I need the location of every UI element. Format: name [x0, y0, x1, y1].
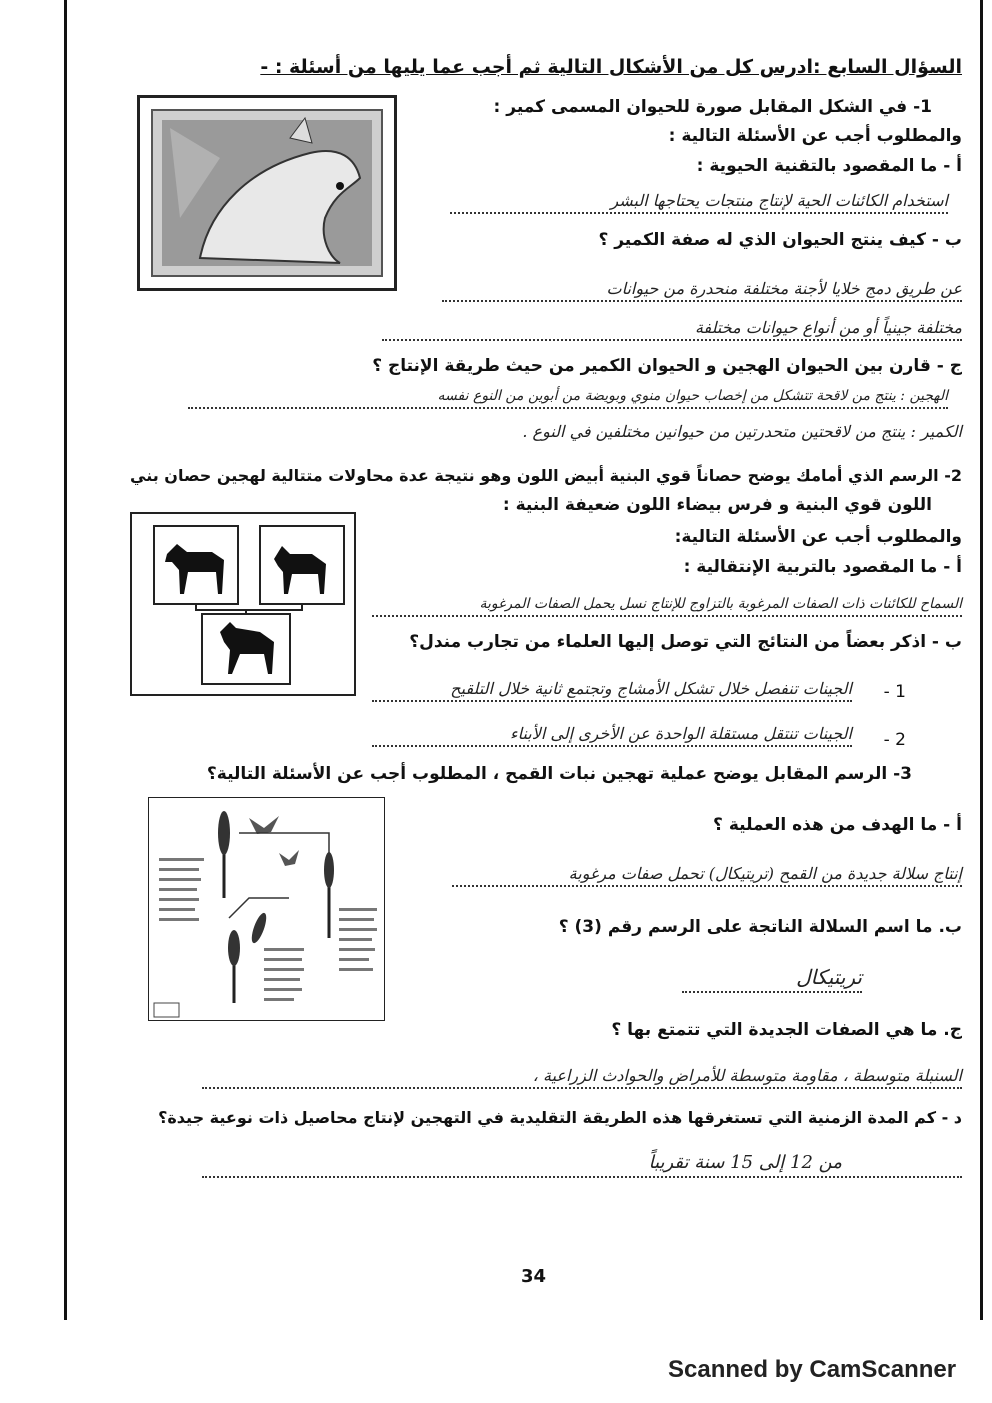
q3-a-question: أ - ما الهدف من هذه العملية ؟ [713, 815, 962, 835]
q2-item-2-answer: الجينات تنتقل مستقلة الواحدة عن الأخرى إلى الأبناء [372, 724, 852, 747]
q3-c-question: ج. ما هي الصفات الجديدة التي تتمتع بها ؟ [611, 1020, 962, 1040]
q1-c-question: ج - قارن بين الحيوان الهجين و الحيوان الكمير من حيث طريقة الإنتاج ؟ [372, 356, 962, 376]
q2-a-question: أ - ما المقصود بالتربية الإنتقالية : [683, 557, 962, 577]
chimera-photo-frame [137, 95, 397, 291]
q2-instruction: والمطلوب أجب عن الأسئلة التالية: [674, 527, 962, 547]
q1-intro: 1- في الشكل المقابل صورة للحيوان المسمى كمير : [493, 97, 932, 117]
q2-a-answer: السماح للكائنات ذات الصفات المرغوبة بالتزاوج للإنتاج نسل يحمل الصفات المرغوبة [372, 596, 962, 617]
right-margin-rule [980, 0, 983, 1320]
q2-item-2-number: 2 - [883, 730, 906, 750]
wheat-hybridization-svg [149, 798, 384, 1020]
horse-cross-svg [132, 514, 354, 694]
q1-c-answer-2: الكمير : ينتج من لاقحتين متحدرتين من حيوانين مختلفين في النوع . [522, 422, 962, 441]
q1-a-question: أ - ما المقصود بالتقنية الحيوية : [696, 156, 962, 176]
q2-intro-2: اللون قوي البنية و فرس بيضاء اللون ضعيفة البنية : [502, 495, 932, 515]
left-margin-rule [64, 0, 67, 1320]
q2-item-1-number: 1 - [883, 682, 906, 702]
q2-b-question: ب - اذكر بعضاً من النتائج التي توصل إليها العلماء من تجارب مندل؟ [409, 632, 962, 652]
q2-intro: 2- الرسم الذي أمامك يوضح حصاناً قوي البنية أبيض اللون وهو نتيجة عدة محاولات متتالية لهجين حصان بني [130, 466, 962, 485]
q2-item-1-answer: الجينات تنفصل خلال تشكل الأمشاج وتجتمع ثانية خلال التلقيح [372, 679, 852, 702]
page-title: السؤال السابع :ادرس كل من الأشكال التالية ثم أجب عما يليها من أسئلة : - [260, 56, 962, 78]
q1-instruction: والمطلوب أجب عن الأسئلة التالية : [668, 126, 962, 146]
q1-b-answer-2: مختلفة جينياً أو من أنواع حيوانات مختلفة [382, 318, 962, 341]
q3-a-answer: إنتاج سلالة جديدة من القمح (تريتيكال) تحمل صفات مرغوبة [452, 864, 962, 887]
q1-c-answer-1: الهجين : ينتج من لاقحة تتشكل من إخصاب حيوان منوي وبويضة من أبوين من النوع نفسه [188, 388, 948, 409]
q1-b-answer-1: عن طريق دمج خلايا لأجنة مختلفة منحدرة من حيوانات [442, 279, 962, 302]
q1-b-question: ب - كيف ينتج الحيوان الذي له صفة الكمير ؟ [598, 230, 962, 250]
q3-b-question: ب. ما اسم السلالة الناتجة على الرسم رقم (3) ؟ [558, 917, 962, 937]
q1-a-answer: استخدام الكائنات الحية لإنتاج منتجات يحتاجها البشر [450, 191, 948, 214]
chimera-photo [140, 98, 394, 288]
page-number: 34 [521, 1266, 547, 1287]
horse-cross-diagram [130, 512, 356, 696]
q3-intro: 3- الرسم المقابل يوضح عملية تهجين نبات القمح ، المطلوب أجب عن الأسئلة التالية؟ [206, 764, 912, 784]
q3-c-answer: السنبلة متوسطة ، مقاومة متوسطة للأمراض والحوادث الزراعية ، [202, 1066, 962, 1089]
q3-d-answer: من 12 إلى 15 سنة تقريباً [202, 1152, 962, 1178]
wheat-hybridization-diagram [148, 797, 385, 1021]
q3-d-question: د - كم المدة الزمنية التي تستغرقها هذه الطريقة التقليدية في التهجين لإنتاج محاصيل ذات نوعية جيدة؟ [158, 1108, 962, 1127]
q3-b-answer: تريتيكال [682, 965, 862, 993]
camscanner-footer: Scanned by CamScanner [668, 1356, 957, 1383]
